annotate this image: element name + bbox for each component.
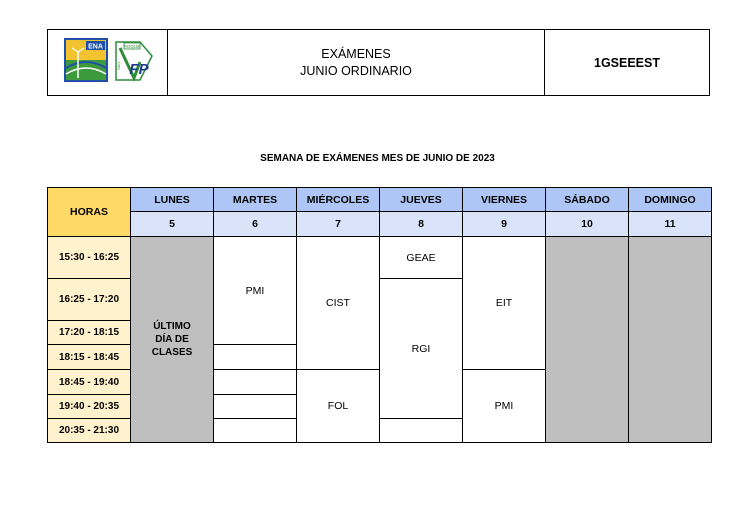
sabado-empty [546,237,629,443]
time-slot: 18:45 - 19:40 [48,370,131,395]
san-roque-fp-logo [114,38,154,82]
day-number: 9 [463,212,546,237]
title-line-2: JUNIO ORDINARIO [300,63,412,78]
day-number: 10 [546,212,629,237]
exam-viernes-eit: EIT [463,237,546,370]
day-header-sabado: SÁBADO [546,188,629,212]
lunes-note: ÚLTIMO DÍA DE CLASES [131,237,214,443]
exam-jueves-rgi: RGI [380,279,463,419]
exam-miercoles-fol: FOL [297,370,380,443]
horas-header: HORAS [48,188,131,237]
svg-text:SAN: SAN [116,61,121,70]
day-number: 6 [214,212,297,237]
day-header-viernes: VIERNES [463,188,546,212]
day-header-domingo: DOMINGO [629,188,712,212]
time-slot: 17:20 - 18:15 [48,321,131,345]
title-line-1: EXÁMENES [321,46,391,61]
time-slot: 18:15 - 18:45 [48,345,131,370]
group-code: 1GSEEEST [594,55,660,70]
document-header [47,29,710,96]
exam-timetable [47,187,712,443]
time-slot: 15:30 - 16:25 [48,237,131,279]
empty-cell [214,395,297,419]
ena-logo [64,38,108,82]
week-title: SEMANA DE EXÁMENES MES DE JUNIO DE 2023 [260,153,495,164]
exam-miercoles-cist: CIST [297,237,380,370]
empty-cell [214,345,297,370]
time-slot: 19:40 - 20:35 [48,395,131,419]
title-cell [168,30,545,95]
day-header-lunes: LUNES [131,188,214,212]
empty-cell [214,419,297,443]
exam-jueves-geae: GEAE [380,237,463,279]
day-number: 8 [380,212,463,237]
domingo-empty [629,237,712,443]
svg-text:FP: FP [129,61,149,78]
day-number: 11 [629,212,712,237]
exam-viernes-pmi: PMI [463,370,546,443]
time-slot: 20:35 - 21:30 [48,419,131,443]
empty-cell [380,419,463,443]
logo-cell [48,30,168,95]
day-header-jueves: JUEVES [380,188,463,212]
time-slot: 16:25 - 17:20 [48,279,131,321]
svg-text:ROQUE: ROQUE [123,44,141,49]
svg-text:ENA: ENA [88,43,103,51]
exam-martes-pmi: PMI [214,237,297,345]
day-header-miercoles: MIÉRCOLES [297,188,380,212]
day-number: 7 [297,212,380,237]
empty-cell [214,370,297,395]
day-header-martes: MARTES [214,188,297,212]
day-number: 5 [131,212,214,237]
